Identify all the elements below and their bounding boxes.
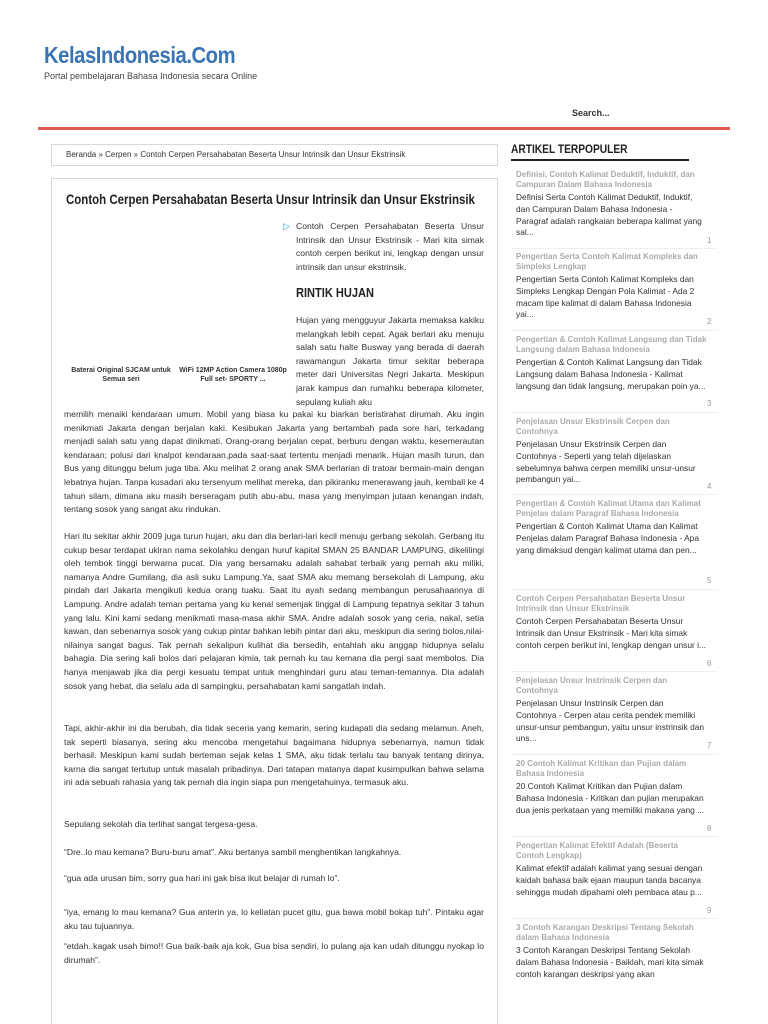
- site-tagline: Portal pembelajaran Bahasa Indonesia secara Online: [44, 71, 258, 81]
- story-paragraph: memilih menaiki kendaraan umum. Mobil yang biasa ku pakai ku biarkan beristirahat dirumah. Aku ingin menikmati Jakarta dengan berjalan kaki. Kesibukan Jakarta yang bertambah pada sore hari, terkadang menjadi salah satu yang dapat dinikmati. Orang-orang berjalan cepat, berburu dengan waktu, kesemerautan kendaraan; polusi dari knalpot kendaraan,pada saat-saat tertentu menjadi menarik. Hujan masih turun, dan Bus yang ditunggu belum juga tiba. Aku melihat 2 orang anak SMA berlarian di tratoar bermain-main dengan lebatnya hujan. Tanpa kusadari aku tersenyum melihat mereka, dan pikiranku menerawang jauh, kembali ke 4 tahun silam, dimana aku masih berseragam putih abu-abu, masa yang menyimpan jutaan kenangan indah, tentang sosok yang sangat aku rindukan.: [64, 409, 484, 515]
- ad-item[interactable]: WiFi 12MP Action Camera 1080p Full set- SPORTY ...: [179, 367, 287, 383]
- divider: [512, 754, 718, 755]
- popular-post-link[interactable]: Penjelasan Unsur Instrinsik Cerpen dan Contohnya: [516, 676, 668, 695]
- breadcrumb-current: Contoh Cerpen Persahabatan Beserta Unsur Intrinsik dan Unsur Ekstrinsik: [140, 150, 406, 159]
- story-paragraph: Hari itu sekitar akhir 2009 juga turun hujan, aku dan dia berlari-lari kecil menuju gerbang sekolah. Gerbang itu cukup besar terdapat ukiran nama sekolahku dengan huruf kapital SMAN 25 BANDAR LAMPUNG, dikelilingi oleh tembok tinggi berwarna pucat. Dia yang bersamaku adalah sahabat terbaik yang pernah aku miliki, namanya Andre Gumilang, dia asli suku Lampung.Ya, saat SMA aku memang bersekolah di Lampung, aku pindah dari Jakarta mengikuti kedua orang tuaku. Saat itu ayah sedang membangun perusahaannya di Lampung. Andre adalah teman pertama yang ku kenal semenjak tinggal di Lampung tepatnya sekitar 3 tahun yang lalu. Kini kami sedang menikmati masa-masa akhir SMA. Andre adalah sosok yang ceria, nakal, setia kawan, dan sebenarnya sosok yang cukup pintar bahkan lebih pintar dari aku, meskipun dia sering bolos,nilai-nilainya sangat bagus. Tak pernah sekalipun kulihat dia bersedih, entahlah aku anggap hidupnya selalu bahagia. Dia sering kali bolos dari pelajaran kimia, tak pernah ku tau kemana dia pergi saat membolos. Dia hanya menjawab jika dia pergi kesuatu tempat untuk menghindari guru atau teman-temannya. Dia adalah sosok yang hebat, dia selalu ada di sampingku, persahabatan kami sangatlah indah.: [64, 531, 484, 691]
- divider: [512, 836, 718, 837]
- popular-post-snippet: Penjelasan Unsur Ekstrinsik Cerpen dan Contohnya - Seperti yang telah dijelaskan sebelumnya bahwa cerpen memiliki unsur-unsur pembangun yai...: [516, 439, 696, 485]
- breadcrumb-separator: »: [96, 150, 106, 159]
- search-input[interactable]: [572, 108, 722, 118]
- ad-block: [66, 218, 286, 398]
- popular-post-link[interactable]: Contoh Cerpen Persahabatan Beserta Unsur Intrinsik dan Unsur Ekstrinsik: [516, 594, 686, 613]
- divider: [512, 918, 718, 919]
- popular-post-item: [516, 594, 716, 651]
- popular-post-rank: 5: [707, 576, 712, 585]
- popular-post-rank: 6: [707, 659, 712, 668]
- story-paragraph: Tapi, akhir-akhir ini dia berubah, dia tidak seceria yang kemarin, sering kudapati dia sedang melamun. Aneh, tak seperti biasanya, sering aku mencoba mengetahui bagaimana hidupnya sebenarnya, namun tidak berhasil. Meskipun kami sudah berteman sejak kelas 1 SMA, aku tidak terlalu tau banyak tentang dirinya, karna dia sangat tertutup untuk masalah pribadinya. Dari tatapan matanya dapat kusimpulkan bahwa selama ini ada sebuah rahasia yang tak pernah dia ingin siapa pun mengetahuinya, termasuk aku.: [64, 723, 484, 788]
- site-title[interactable]: KelasIndonesia.Com: [44, 42, 236, 68]
- popular-post-item: [516, 417, 716, 486]
- popular-post-item: [516, 499, 716, 556]
- popular-post-link[interactable]: Definisi, Contoh Kalimat Deduktif, Induktif, dan Campuran Dalam Bahasa Indonesia: [516, 170, 695, 189]
- popular-post-item: [516, 759, 716, 816]
- divider: [512, 671, 718, 672]
- popular-post-snippet: 20 Contoh Kalimat Kritikan dan Pujian dalam Bahasa Indonesia - Kritikan dan pujian merupakan dua jenis perkataan yang memiliki makana yang ...: [516, 781, 705, 815]
- divider: [512, 330, 718, 331]
- popular-post-snippet: Pengertian & Contoh Kalimat Langsung dan Tidak Langsung dalam Bahasa Indonesia - Kalimat langsung dan tidak langsung, merupakan poin ya...: [516, 357, 706, 391]
- story-dialogue: “iya, emang lo mau kemana? Gua anterin ya, lo keliatan pucet gitu, gua bawa mobil bokap tuh”. Pintaku agar aku tau tujuannya.: [64, 907, 484, 931]
- popular-post-link[interactable]: Pengertian & Contoh Kalimat Utama dan Kalimat Penjelas dalam Paragraf Bahasa Indonesia: [516, 499, 701, 518]
- popular-post-snippet: Contoh Cerpen Persahabatan Beserta Unsur Intrinsik dan Unsur Ekstrinsik - Mari kita simak contoh cerpen berikut ini, lengkap dengan unsur i...: [516, 616, 706, 650]
- divider: [512, 248, 718, 249]
- popular-post-item: [516, 841, 716, 898]
- post-intro: Contoh Cerpen Persahabatan Beserta Unsur Intrinsik dan Unsur Ekstrinsik - Mari kita simak contoh cerpen berikut ini, lengkap dengan unsur intrinsik dan unsur ekstrinsik.: [296, 221, 484, 272]
- story-paragraph: Hujan yang mengguyur Jakarta memaksa kakiku melangkah lebih cepat. Agak berlari aku menuju salah satu halte Busway yang berada di daerah rawamangun Jakarta timur sekitar beberapa meter dari Universitas Negri Jakarta. Meskipun jarak kampus dan rumahku beberapa kilometer, sepulang kuliah aku: [296, 315, 484, 407]
- breadcrumb: [51, 144, 498, 166]
- popular-post-snippet: Pengertian Serta Contoh Kalimat Kompleks dan Simpleks Lengkap Dengan Pola Kalimat - Ada 2 macam tipe kalimat di dalam Bahasa Indonesia yai...: [516, 274, 695, 320]
- popular-post-link[interactable]: Pengertian & Contoh Kalimat Langsung dan Tidak Langsung dalam Bahasa Indonesia: [516, 335, 707, 354]
- adchoices-icon[interactable]: ▷: [283, 221, 290, 231]
- story-heading: RINTIK HUJAN: [296, 285, 374, 300]
- story-paragraph: Sepulang sekolah dia terlihat sangat tergesa-gesa.: [64, 819, 258, 829]
- popular-post-snippet: Penjelasan Unsur Instrinsik Cerpen dan Contohnya - Cerpen atau cerita pendek memiliki unsur-unsur pembangun, yaitu unsur instrinsik dan uns...: [516, 698, 705, 744]
- divider: [512, 589, 718, 590]
- popular-post-snippet: Pengertian & Contoh Kalimat Utama dan Kalimat Penjelas dalam Paragraf Bahasa Indonesia - Apa yang dimaksud dengan kalimat utama dan pen...: [516, 521, 699, 555]
- header-divider: [38, 127, 730, 130]
- popular-post-rank: 1: [707, 236, 712, 245]
- sidebar-heading: ARTIKEL TERPOPULER: [511, 142, 628, 156]
- popular-post-item: [516, 676, 716, 745]
- post-title: Contoh Cerpen Persahabatan Beserta Unsur Intrinsik dan Unsur Ekstrinsik: [66, 191, 475, 207]
- popular-post-rank: 9: [707, 906, 712, 915]
- popular-post-item: [516, 923, 716, 980]
- popular-post-rank: 2: [707, 317, 712, 326]
- story-dialogue: “etdah..kagak usah bimo!! Gua baik-baik aja kok, Gua bisa sendiri, lo pulang aja kan udah ditunggu nyokap lo dirumah”.: [64, 941, 484, 965]
- popular-post-link[interactable]: Penjelasan Unsur Ekstrinsik Cerpen dan Contohnya: [516, 417, 670, 436]
- breadcrumb-separator: »: [131, 150, 141, 159]
- popular-post-link[interactable]: Pengertian Kalimat Efektif Adalah (Beserta Contoh Lengkap): [516, 841, 678, 860]
- story-dialogue: “gua ada urusan bim, sorry gua hari ini gak bisa ikut belajar di rumah lo”.: [64, 873, 340, 883]
- popular-post-item: [516, 335, 716, 392]
- popular-post-item: [516, 252, 716, 321]
- breadcrumb-home-link[interactable]: Beranda: [66, 150, 97, 159]
- popular-post-link[interactable]: Pengertian Serta Contoh Kalimat Kompleks dan Simpleks Lengkap: [516, 252, 698, 271]
- search-box[interactable]: [572, 108, 722, 118]
- popular-post-snippet: Kalimat efektif adalah kalimat yang sesuai dengan kaidah bahasa baik ejaan maupun tanda bacanya sehingga mudah dipahami oleh pembaca atau p...: [516, 863, 703, 897]
- popular-post-rank: 4: [707, 482, 712, 491]
- popular-post-rank: 7: [707, 741, 712, 750]
- divider: [512, 412, 718, 413]
- sidebar-heading-underline: [511, 159, 689, 161]
- popular-post-snippet: 3 Contoh Karangan Deskripsi Tentang Sekolah dalam Bahasa Indonesia - Baiklah, mari kita simak contoh karangan deskripsi yang akan: [516, 945, 704, 979]
- divider: [512, 494, 718, 495]
- popular-post-item: [516, 170, 716, 239]
- popular-post-link[interactable]: 20 Contoh Kalimat Kritikan dan Pujian dalam Bahasa Indonesia: [516, 759, 687, 778]
- ad-item[interactable]: Baterai Original SJCAM untuk Semua seri: [71, 367, 171, 383]
- popular-post-link[interactable]: 3 Contoh Karangan Deskripsi Tentang Sekolah dalam Bahasa Indonesia: [516, 923, 694, 942]
- popular-post-rank: 3: [707, 399, 712, 408]
- popular-post-rank: 8: [707, 824, 712, 833]
- popular-post-snippet: Definisi Serta Contoh Kalimat Deduktif, Induktif, dan Campuran Dalam Bahasa Indonesia - Paragraf adalah rangkaian beberapa kalimat yang sal...: [516, 192, 702, 238]
- story-dialogue: “Dre..lo mau kemana? Buru-buru amat”. Aku bertanya sambil menghentikan langkahnya.: [64, 847, 402, 857]
- breadcrumb-category-link[interactable]: Cerpen: [105, 150, 132, 159]
